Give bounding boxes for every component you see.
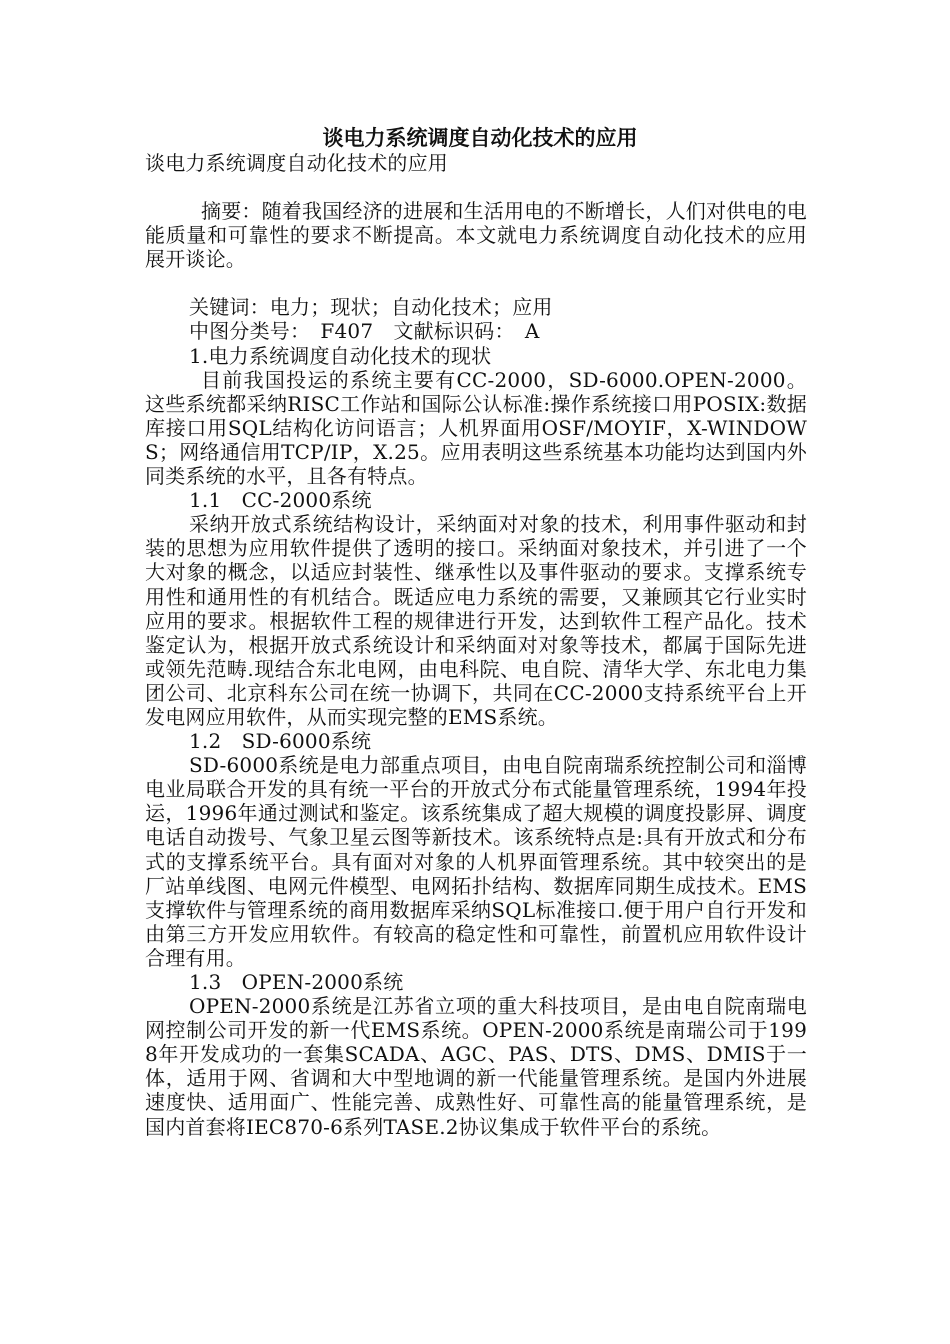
section-1-3-paragraph: OPEN-2000系统是江苏省立项的重大科技项目，是由电自院南瑞电网控制公司开发的新一代EMS系统。OPEN-2000系统是南瑞公司于1998年开发成功的一套集SCADA、AGC、PAS、DTS、DMS、DMIS于一体，适用于网、省调和大中型地调的新一代能量管理系统。是国内外进展速度快、适用面广、性能完善、成熟性好、可靠性高的能量管理系统，是国内首套将IEC870-6系列TASE.2协议集成于软件平台的系统。 — [145, 994, 807, 1139]
keywords-line: 关键词：电力；现状；自动化技术；应用 — [189, 295, 553, 320]
section-1-1-heading: 1.1 CC-2000系统 — [189, 488, 372, 513]
document-subtitle: 谈电力系统调度自动化技术的应用 — [145, 151, 448, 175]
document-body — [145, 125, 807, 1139]
section-1-2-paragraph: SD-6000系统是电力部重点项目，由电自院南瑞系统控制公司和淄博电业局联合开发的具有统一平台的开放式分布式能量管理系统，1994年投运，1996年通过测试和鉴定。该系统集成了超大规模的调度投影屏、调度电话自动拨号、气象卫星云图等新技术。该系统特点是:具有开放式和分布式的支撑系统平台。具有面对对象的人机界面管理系统。其中较突出的是厂站单线图、电网元件模型、电网拓扑结构、数据库同期生成技术。EMS支撑软件与管理系统的商用数据库采纳SQL标准接口.便于用户自行开发和由第三方开发应用软件。有较高的稳定性和可靠性，前置机应用软件设计合理有用。 — [145, 753, 807, 970]
blank-line — [145, 271, 807, 295]
abstract-paragraph: 摘要：随着我国经济的进展和生活用电的不断增长，人们对供电的电能质量和可靠性的要求不断提高。本文就电力系统调度自动化技术的应用展开谈论。 — [145, 199, 807, 272]
section-1-2-heading: 1.2 SD-6000系统 — [189, 729, 372, 754]
document-title: 谈电力系统调度自动化技术的应用 — [322, 125, 638, 150]
section-1-1-paragraph: 采纳开放式系统结构设计，采纳面对对象的技术，利用事件驱动和封装的思想为应用软件提供了透明的接口。采纳面对象技术，并引进了一个大对象的概念，以适应封装性、继承性以及事件驱动的要求。支撑系统专用性和通用性的有机结合。既适应电力系统的需要，又兼顾其它行业实时应用的要求。根据软件工程的规律进行开发，达到软件工程产品化。技术鉴定认为，根据开放式系统设计和采纳面对对象等技术，都属于国际先进或领先范畴.现结合东北电网，由电科院、电自院、清华大学、东北电力集团公司、北京科东公司在统一协调下，共同在CC-2000支持系统平台上开发电网应用软件，从而实现完整的EMS系统。 — [145, 512, 807, 729]
blank-line — [145, 175, 807, 199]
section-1-3-heading: 1.3 OPEN-2000系统 — [189, 970, 404, 994]
section-1-heading: 1.电力系统调度自动化技术的现状 — [189, 343, 492, 368]
section-1-paragraph: 目前我国投运的系统主要有CC-2000，SD-6000.OPEN-2000。这些系统都采纳RISC工作站和国际公认标准:操作系统接口用POSIX:数据库接口用SQL结构化访问语言；人机界面用OSF/MOYIF，X-WINDOWS；网络通信用TCP/IP，X.25。应用表明这些系统基本功能均达到国内外同类系统的水平，且各有特点。 — [145, 367, 807, 489]
classification-line: 中图分类号： F407 文献标识码： A — [189, 319, 540, 344]
